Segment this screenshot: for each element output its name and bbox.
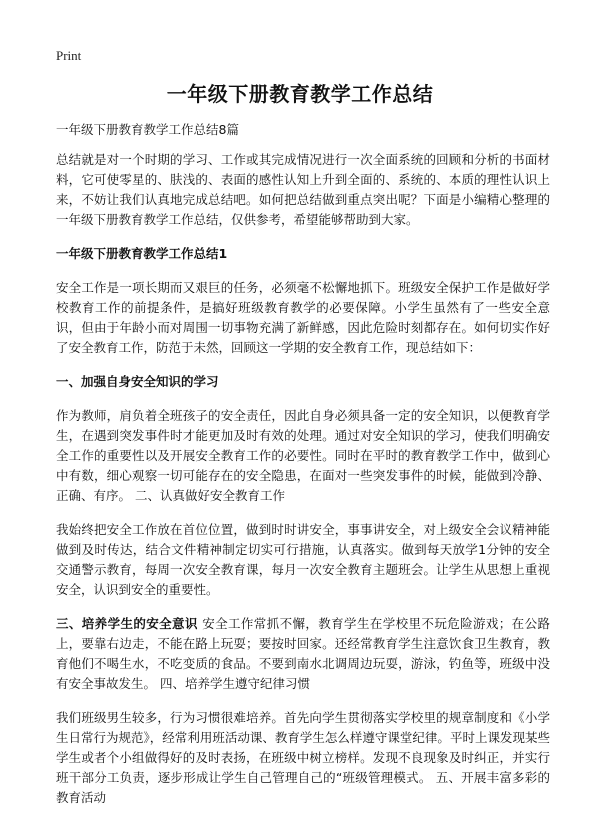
intro-paragraph: 总结就是对一个时期的学习、工作或其完成情况进行一次全面系统的回顾和分析的书面材料，它可使零星的、肤浅的、表面的感性认知上升到全面的、系统的、本质的理性认识上来，不妨让我们认真地完成总结吧。如何把总结做到重点突出呢？下面是小编精心整理的一年级下册教育教学工作总结，仅供参考，希望能够帮助到大家。 [56, 152, 550, 227]
paragraph-three [56, 614, 550, 694]
document-title: 一年级下册教育教学工作总结 [166, 82, 434, 106]
subheading-three: 三、培养学生的安全意识 [56, 616, 198, 631]
section-1-heading: 一年级下册教育教学工作总结1 [56, 246, 228, 261]
paragraph-two: 我始终把安全工作放在首位位置，做到时时讲安全，事事讲安全，对上级安全会议精神能做到及时传达，结合文件精神制定切实可行措施，认真落实。做到每天放学1分钟的安全交通警示教育，每周一次安全教育课，每月一次安全教育主题班会。让学生从思想上重视安全，认识到安全的重要性。 [56, 522, 550, 597]
print-label[interactable]: Print [56, 48, 82, 63]
section-1-paragraph: 安全工作是一项长期而又艰巨的任务，必须毫不松懈地抓下。班级安全保护工作是做好学校教育工作的前提条件，是搞好班级教育教学的必要保障。小学生虽然有了一些安全意识，但由于年龄小而对周围一切事物充满了新鲜感，因此危险时刻都存在。如何切实作好了安全教育工作，防范于未然，回顾这一学期的安全教育工作，现总结如下： [56, 280, 550, 355]
paragraph-four: 我们班级男生较多，行为习惯很难培养。首先向学生贯彻落实学校里的规章制度和《小学生日常行为规范》，经常利用班活动课、教育学生怎么样遵守课堂纪律。平时上课发现某些学生或者个小组做得好的及时表扬，在班级中树立榜样。发现不良现象及时纠正，并实行班干部分工负责，逐步形成让学生自己管理自己的“班级管理模式。 五、开展丰富多彩的教育活动 [56, 710, 550, 805]
paragraph-three-text: 安全工作常抓不懈，教育学生在学校里不玩危险游戏；在公路上，要靠右边走，不能在路上玩耍；要按时回家。还经常教育学生注意饮食卫生教育，教育他们不喝生水，不吃变质的食品。不要到南水北调周边玩耍，游泳，钓鱼等，班级中没有安全事故发生。 四、培养学生遵守纪律习惯 [56, 616, 550, 691]
paragraph-one: 作为教师，肩负着全班孩子的安全责任，因此自身必须具备一定的安全知识，以便教育学生，在遇到突发事件时才能更加及时有效的处理。通过对安全知识的学习，使我们明确安全工作的重要性以及开展安全教育工作的必要性。同时在平时的教育教学工作中，做到心中有数，细心观察一切可能存在的安全隐患，在面对一些突发事件的时候，能做到冷静、正确、有序。 二、认真做好安全教育工作 [56, 408, 550, 503]
subheading-one: 一、加强自身安全知识的学习 [56, 374, 219, 389]
document-body [56, 120, 550, 822]
document-subtitle: 一年级下册教育教学工作总结8篇 [56, 122, 239, 137]
